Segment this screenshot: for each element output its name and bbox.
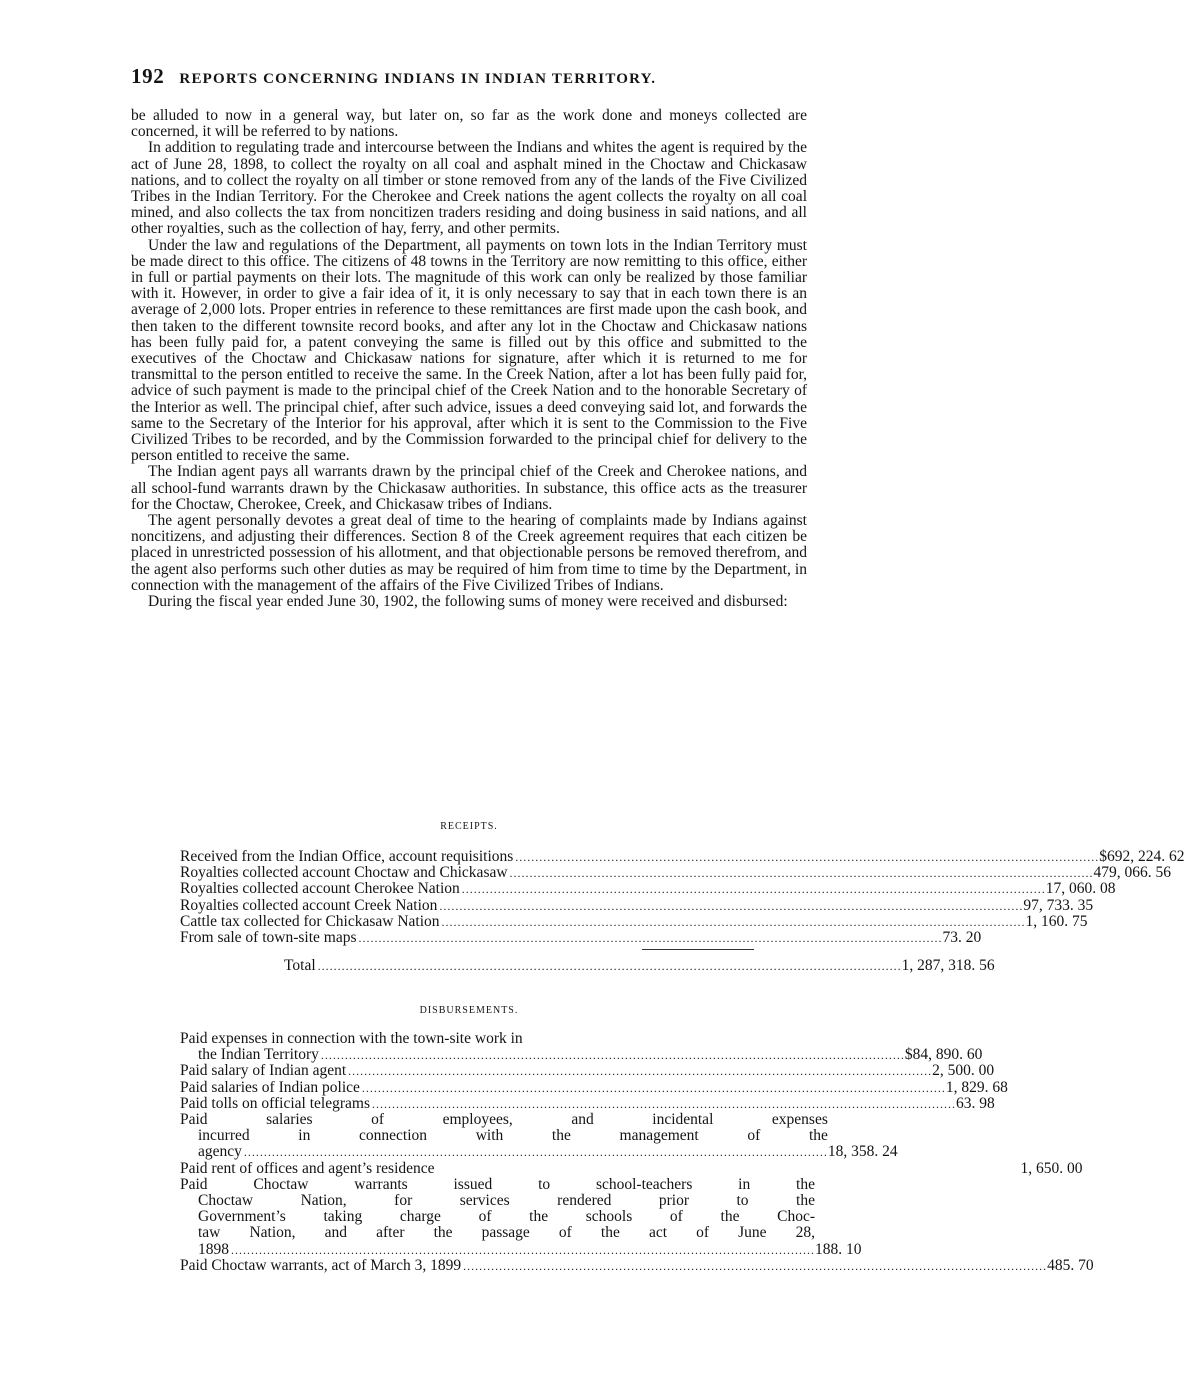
receipt-row <box>180 864 1172 882</box>
disbursement-label-line: the Indian Territory <box>198 1046 319 1064</box>
disbursement-row <box>180 1062 995 1080</box>
disbursement-label-line: Paid salaries of Indian police <box>180 1078 360 1096</box>
disbursement-amount: 63. 98 <box>955 1094 995 1112</box>
paragraph: The agent personally devotes a great deal of time to the hearing of complaints made by Indians against noncitizens, and adjusting their differences. Section 8 of the Creek agreement requires that each citizen be placed in unrestricted possession of his allotment, and that objectionable persons be removed therefrom, and the agent also performs such other duties as may be required of him from time to time by the Department, in connection with the management of the affairs of the Five Civilized Tribes of Indians. <box>131 512 807 594</box>
receipt-amount: 479, 066. 56 <box>1093 864 1172 882</box>
paragraph: Under the law and regulations of the Department, all payments on town lots in the Indian Territory must be made direct to this office. The citizens of 48 towns in the Territory are now remitting to this office, either in full or partial payments on their lots. The magnitude of this work can only be realized by those familiar with it. However, in order to give a fair idea of it, it is only necessary to say that in each town there is an average of 2,000 lots. Proper entries in reference to these remittances are first made upon the cash book, and then taken to the different townsite record books, and after any lot in the Choctaw and Chickasaw nations has been fully paid for, a patent conveying the same is filled out by this office and submitted to the executives of the Choctaw and Chickasaw nations for signature, after which it is returned to me for transmittal to the person entitled to receive the same. In the Creek Nation, after a lot has been fully paid for, advice of such payment is made to the principal chief of the Creek Nation and to the honorable Secretary of the Interior as well. The principal chief, after such advice, issues a deed conveying said lot, and forwards the same to the Secretary of the Interior for his approval, after which it is sent to the Commission to the Five Civilized Tribes to be recorded, and by the Commission forwarded to the principal chief for delivery to the person entitled to receive the same. <box>131 236 807 465</box>
receipt-amount: 97, 733. 35 <box>1023 896 1094 914</box>
total-label: Total <box>284 957 316 975</box>
disbursement-label-line: Government’s taking charge of the schools of the Choc- <box>198 1208 815 1226</box>
disbursement-label-line: agency <box>198 1143 242 1161</box>
disbursement-row <box>180 1078 1008 1096</box>
receipt-label: Received from the Indian Office, account requisitions <box>180 848 514 865</box>
disbursement-label-line: Paid tolls on official telegrams <box>180 1094 370 1112</box>
receipt-label: Royalties collected account Creek Nation <box>180 896 438 914</box>
receipt-row <box>180 929 982 947</box>
receipt-label: Cattle tax collected for Chickasaw Nation <box>180 912 440 930</box>
disbursements-heading: DISBURSEMENTS. <box>419 1005 519 1016</box>
receipt-label: Royalties collected account Choctaw and Chickasaw <box>180 864 508 882</box>
disbursement-amount: 1, 829. 68 <box>945 1078 1008 1096</box>
total-amount: 1, 287, 318. 56 <box>901 957 995 975</box>
disbursement-label-line: Paid expenses in connection with the town-site work in <box>180 1030 523 1047</box>
disbursement-label-line: Paid salaries of employees, and incidental expenses <box>180 1111 828 1129</box>
disbursement-row <box>180 1030 983 1064</box>
receipts-heading: RECEIPTS. <box>440 821 498 832</box>
receipts-total-row <box>180 957 995 975</box>
disbursement-label-line: 1898 <box>198 1240 229 1258</box>
disbursement-row <box>180 1159 1083 1177</box>
paragraph: In addition to regulating trade and intercourse between the Indians and whites the agent is required by the act of June 28, 1898, to collect the royalty on all coal and asphalt mined in the Choctaw and Chickasaw nations, and to collect the royalty on all timber or stone removed from any of the lands of the Five Civilized Tribes in the Indian Territory. For the Cherokee and Creek nations the agent collects the royalty on all coal mined, and also collects the tax from noncitizen traders residing and doing business in said nations, and all other royalties, such as the collection of hay, ferry, and other permits. <box>131 139 807 238</box>
receipt-amount: 1, 160. 75 <box>1025 912 1088 930</box>
disbursement-row <box>180 1256 1094 1274</box>
receipt-amount: $692, 224. 62 <box>1099 848 1185 865</box>
paragraph: During the fiscal year ended June 30, 1902, the following sums of money were received and disbursed: <box>148 593 788 611</box>
disbursement-label-line: Paid rent of offices and agent’s residence <box>180 1159 435 1177</box>
disbursement-amount: 485. 70 <box>1047 1256 1094 1274</box>
disbursement-amount: 188. 10 <box>815 1240 862 1258</box>
disbursement-row <box>180 1111 898 1161</box>
receipt-row <box>180 912 1088 930</box>
disbursement-amount: $84, 890. 60 <box>904 1046 983 1064</box>
paragraph: be alluded to now in a general way, but later on, so far as the work done and moneys collected are concerned, it will be referred to by nations. <box>131 107 807 141</box>
disbursement-amount: 2, 500. 00 <box>932 1062 995 1080</box>
receipt-amount: 73. 20 <box>942 929 982 947</box>
body-text <box>131 108 807 610</box>
page-number: 192 <box>131 64 165 88</box>
disbursement-label-line: Paid Choctaw warrants issued to school-teachers in the <box>180 1175 815 1193</box>
disbursement-amount: 18, 358. 24 <box>827 1143 898 1161</box>
disbursement-label-line: incurred in connection with the management of the <box>198 1127 828 1145</box>
running-title: REPORTS CONCERNING INDIANS IN INDIAN TERRITORY. <box>179 71 657 87</box>
receipt-amount: 17, 060. 08 <box>1045 880 1116 898</box>
disbursement-label-line: Paid Choctaw warrants, act of March 3, 1899 <box>180 1256 462 1274</box>
disbursements-table <box>180 1030 1094 1274</box>
receipt-row <box>180 896 1094 914</box>
paragraph: The Indian agent pays all warrants drawn by the principal chief of the Creek and Cherokee nations, and all school-fund warrants drawn by the Chickasaw authorities. In substance, this office acts as the treasurer for the Choctaw, Cherokee, Creek, and Chickasaw tribes of Indians. <box>131 463 807 513</box>
disbursement-amount: 1, 650. 00 <box>1020 1159 1083 1177</box>
receipt-label: From sale of town-site maps <box>180 929 357 947</box>
receipts-table <box>180 848 1185 975</box>
disbursement-label-line: Choctaw Nation, for services rendered prior to the <box>198 1192 815 1210</box>
total-rule <box>642 949 754 950</box>
disbursement-row <box>180 1094 995 1112</box>
disbursement-label-line: taw Nation, and after the passage of the act of June 28, <box>198 1224 815 1242</box>
page-header <box>131 64 811 89</box>
disbursement-label-line: Paid salary of Indian agent <box>180 1062 347 1080</box>
disbursement-row <box>180 1175 862 1258</box>
receipt-row <box>180 848 1185 865</box>
receipt-row <box>180 880 1116 898</box>
receipt-label: Royalties collected account Cherokee Nation <box>180 880 460 898</box>
